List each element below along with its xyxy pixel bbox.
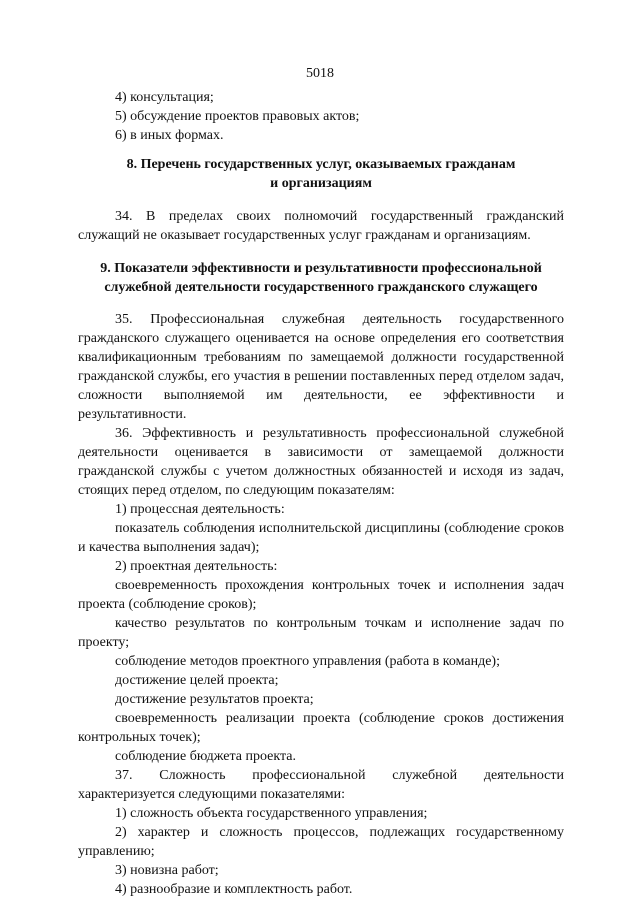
list-item: 1) процессная деятельность: — [115, 502, 285, 517]
list-item: 4) разнообразие и комплектность работ. — [115, 882, 353, 897]
list-top — [78, 88, 564, 145]
page-number: 5018 — [306, 66, 334, 81]
list-item: своевременность реализации проекта (соблюдение сроков достижения контрольных точек); — [78, 711, 564, 745]
list-item: соблюдение бюджета проекта. — [115, 749, 296, 764]
heading-line: 8. Перечень государственных услуг, оказываемых гражданам — [126, 157, 516, 172]
list-item: показатель соблюдения исполнительской дисциплины (соблюдение сроков и качества выполнения задач); — [78, 521, 564, 555]
list-item: качество результатов по контрольным точкам и исполнение задач по проекту; — [78, 616, 564, 650]
list-item: 3) новизна работ; — [115, 863, 219, 878]
list-item: своевременность прохождения контрольных точек и исполнения задач проекта (соблюдение сроков); — [78, 578, 564, 612]
list-item: соблюдение методов проектного управления (работа в команде); — [115, 654, 500, 669]
paragraph-35: 35. Профессиональная служебная деятельность государственного гражданского служащего оценивается на основе определения его соответствия квалификационным требованиям по замещаемой должности государственной гражданской службы, его участия в решении поставленных перед отделом задач, сложности выполняемой им деятельности, ее эффективности и результативности. — [78, 312, 564, 422]
list-item: 6) в иных формах. — [115, 128, 224, 143]
heading-line: служебной деятельности государственного гражданского служащего — [104, 280, 538, 295]
heading-line: и организациям — [270, 176, 372, 191]
paragraph-37: 37. Сложность профессиональной служебной деятельности характеризуется следующими показателями: — [78, 768, 564, 802]
section-8-heading — [78, 155, 564, 193]
list-item: достижение целей проекта; — [115, 673, 279, 688]
section-8-body — [78, 207, 564, 245]
list-item: 4) консультация; — [115, 90, 214, 105]
section-9-body — [78, 310, 564, 899]
paragraph-36: 36. Эффективность и результативность профессиональной служебной деятельности оценивается в зависимости от замещаемой должности гражданской службы с учетом должностных обязанностей и исходя из задач, стоящих перед отделом, по следующим показателям: — [78, 426, 564, 498]
section-9-heading — [78, 259, 564, 297]
list-item: 2) проектная деятельность: — [115, 559, 278, 574]
list-item: достижение результатов проекта; — [115, 692, 314, 707]
list-item: 5) обсуждение проектов правовых актов; — [115, 109, 360, 124]
paragraph-34: 34. В пределах своих полномочий государственный гражданский служащий не оказывает государственных услуг гражданам и организациям. — [78, 209, 564, 243]
heading-line: 9. Показатели эффективности и результативности профессиональной — [100, 261, 542, 276]
list-item: 2) характер и сложность процессов, подлежащих государственному управлению; — [78, 825, 564, 859]
list-item: 1) сложность объекта государственного управления; — [115, 806, 428, 821]
